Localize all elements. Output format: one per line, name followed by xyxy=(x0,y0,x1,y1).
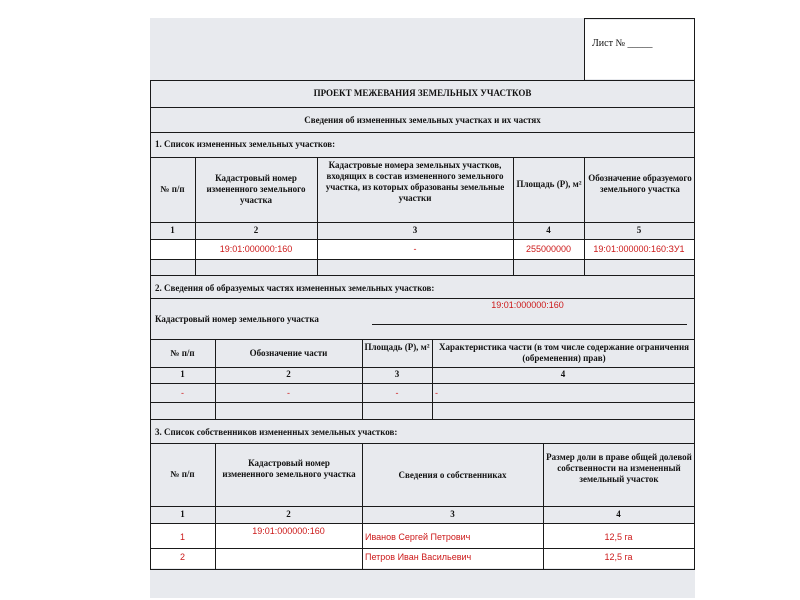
s2-header-area: Площадь (Р), м² xyxy=(364,342,430,352)
section2-heading: 2. Сведения об образуемых частях измененных земельных участков: xyxy=(155,283,435,293)
s3-row1-share: 12,5 га xyxy=(604,532,633,542)
s1-colnum-3: 3 xyxy=(412,225,418,235)
s1-cell-source: - xyxy=(413,244,417,254)
s3-header-owners: Сведения о собственниках xyxy=(398,470,507,480)
sheet-label: Лист № xyxy=(592,38,625,49)
s2-cell-characteristic: - xyxy=(435,388,438,398)
document-subtitle: Сведения об измененных земельных участках и их частях xyxy=(304,115,541,125)
s3-row1-num: 1 xyxy=(179,532,185,542)
sheet-number-blank: _____ xyxy=(627,38,653,49)
s3-colnum-4: 4 xyxy=(616,509,621,519)
s2-header-num: № п/п xyxy=(170,348,195,358)
section1-heading: 1. Список измененных земельных участков: xyxy=(155,139,336,149)
s3-row1-cadastral: 19:01:000000:160 xyxy=(252,526,325,536)
sheet-number-box xyxy=(585,20,694,79)
s2-cadastral-value: 19:01:000000:160 xyxy=(491,300,564,310)
s3-row2-owner: Петров Иван Васильевич xyxy=(365,552,472,562)
s3-header-cadastral: Кадастровый номер измененного земельного участка xyxy=(222,458,356,479)
s2-header-characteristic: Характеристика части (в том числе содержание ограничения (обременения) прав) xyxy=(439,342,689,363)
s2-header-part: Обозначение части xyxy=(249,348,328,358)
s2-colnum-4: 4 xyxy=(560,369,566,379)
s2-colnum-2: 2 xyxy=(286,369,291,379)
section3-heading: 3. Список собственников измененных земельных участков: xyxy=(155,427,398,437)
s1-header-area: Площадь (Р), м² xyxy=(516,179,582,189)
s1-cell-designation: 19:01:000000:160:ЗУ1 xyxy=(593,244,685,254)
s2-colnum-3: 3 xyxy=(394,369,400,379)
s1-cell-area: 255000000 xyxy=(525,244,572,254)
s1-header-cadastral: Кадастровый номер измененного земельного участка xyxy=(206,173,306,205)
s3-header-share: Размер доли в праве общей долевой собственности на измененный земельный участок xyxy=(546,452,692,484)
s1-colnum-1: 1 xyxy=(170,225,175,235)
document-title: ПРОЕКТ МЕЖЕВАНИЯ ЗЕМЕЛЬНЫХ УЧАСТКОВ xyxy=(313,88,532,98)
s3-colnum-3: 3 xyxy=(450,509,455,519)
s3-row2-num: 2 xyxy=(179,552,185,562)
s2-cell-part: - xyxy=(287,388,290,398)
s2-cadastral-label: Кадастровый номер земельного участка xyxy=(155,314,319,324)
s3-header-num: № п/п xyxy=(170,469,195,479)
s2-cadastral-underline xyxy=(372,324,687,325)
s3-colnum-2: 2 xyxy=(286,509,291,519)
s1-header-source-parcels: Кадастровые номера земельных участков, входящих в состав измененного земельного участка, из которых образованы земельные участки xyxy=(325,160,505,203)
s2-cell-num: - xyxy=(181,388,184,398)
s1-cell-cadastral: 19:01:000000:160 xyxy=(219,244,293,254)
s2-colnum-1: 1 xyxy=(180,369,185,379)
s3-row1-owner: Иванов Сергей Петрович xyxy=(365,532,471,542)
s1-header-designation: Обозначение образуемого земельного участка xyxy=(588,173,692,194)
s1-colnum-2: 2 xyxy=(253,225,259,235)
s2-cell-area: - xyxy=(395,388,399,398)
sheet-number-label xyxy=(592,38,652,49)
s1-colnum-4: 4 xyxy=(546,225,551,235)
s1-header-num: № п/п xyxy=(160,184,185,194)
s3-row2-share: 12,5 га xyxy=(604,552,633,562)
s1-colnum-5: 5 xyxy=(636,225,642,235)
s3-colnum-1: 1 xyxy=(180,509,185,519)
